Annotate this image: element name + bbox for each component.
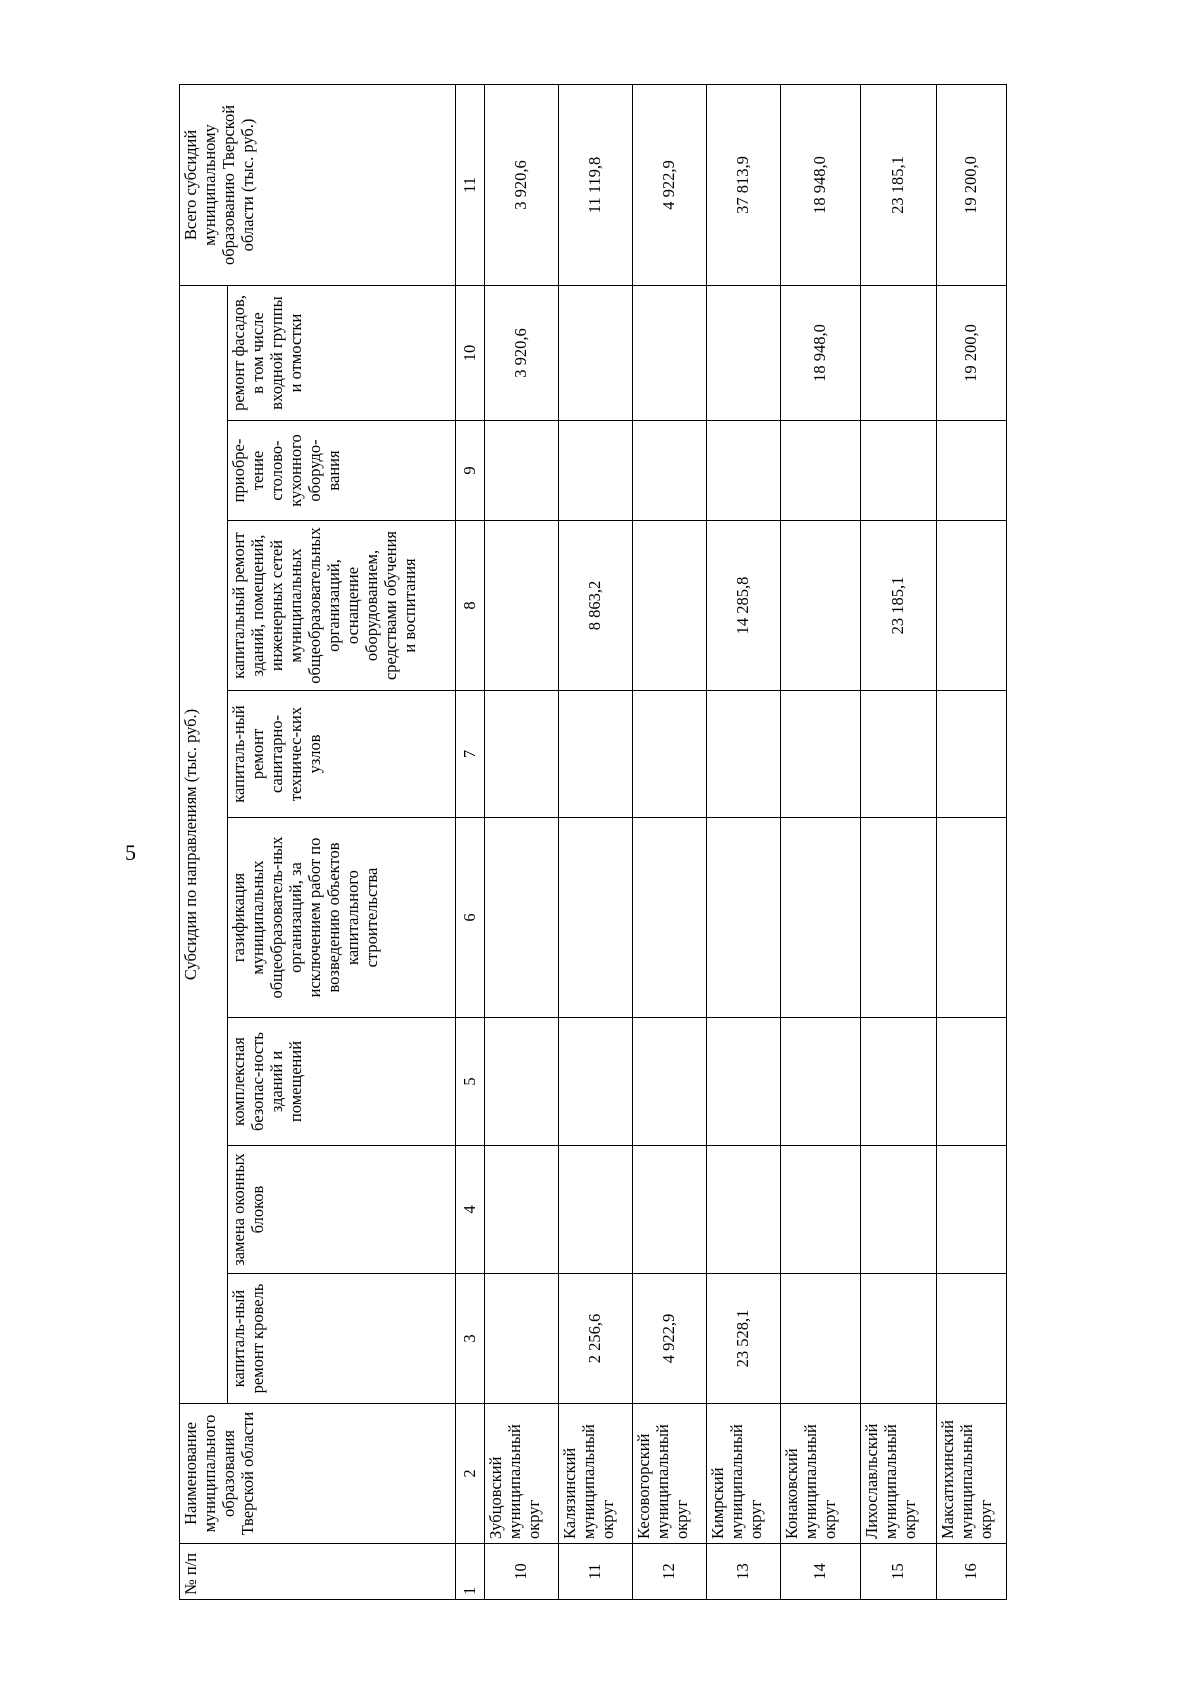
cell-c6 xyxy=(781,818,861,1018)
cell-c8 xyxy=(633,521,707,691)
cell-c7 xyxy=(485,691,559,818)
row-name: Зубцовский муниципальный округ xyxy=(485,1404,559,1544)
cell-c5 xyxy=(937,1018,1007,1146)
row-name: Калязинский муниципальный округ xyxy=(559,1404,633,1544)
cell-c8 xyxy=(937,521,1007,691)
cell-c5 xyxy=(707,1018,781,1146)
table-row xyxy=(485,84,559,1599)
cell-c8: 23 185,1 xyxy=(861,521,937,691)
cell-c10 xyxy=(559,285,633,420)
row-num: 14 xyxy=(781,1544,861,1600)
cell-c3 xyxy=(781,1274,861,1404)
table-row xyxy=(707,84,781,1599)
cell-c5 xyxy=(559,1018,633,1146)
page-number: 5 xyxy=(125,840,136,865)
cell-c7 xyxy=(633,691,707,818)
cell-c9 xyxy=(633,421,707,521)
cell-c9 xyxy=(781,421,861,521)
cell-c3: 2 256,6 xyxy=(559,1274,633,1404)
row-total: 19 200,0 xyxy=(937,84,1007,285)
cell-c5 xyxy=(781,1018,861,1146)
column-number: 11 xyxy=(456,84,485,285)
cell-c6 xyxy=(485,818,559,1018)
table-row xyxy=(861,84,937,1599)
row-total: 23 185,1 xyxy=(861,84,937,285)
cell-c6 xyxy=(559,818,633,1018)
column-number: 9 xyxy=(456,421,485,521)
cell-c8: 8 863,2 xyxy=(559,521,633,691)
header-sub-7: капиталь-ный ремонт санитарно-техничес-ких узлов xyxy=(228,691,456,818)
cell-c10: 18 948,0 xyxy=(781,285,861,420)
cell-c9 xyxy=(559,421,633,521)
subsidies-table xyxy=(179,84,1007,1600)
column-number: 2 xyxy=(456,1404,485,1544)
cell-c7 xyxy=(861,691,937,818)
cell-c4 xyxy=(633,1146,707,1274)
header-num: № п/п xyxy=(180,1544,456,1600)
cell-c4 xyxy=(559,1146,633,1274)
row-num: 15 xyxy=(861,1544,937,1600)
header-sub-5: комплексная безопас-ность зданий и помещений xyxy=(228,1018,456,1146)
column-number: 10 xyxy=(456,285,485,420)
cell-c5 xyxy=(861,1018,937,1146)
cell-c8: 14 285,8 xyxy=(707,521,781,691)
cell-c8 xyxy=(781,521,861,691)
cell-c4 xyxy=(937,1146,1007,1274)
cell-c3 xyxy=(937,1274,1007,1404)
cell-c9 xyxy=(707,421,781,521)
row-total: 4 922,9 xyxy=(633,84,707,285)
cell-c10 xyxy=(861,285,937,420)
row-total: 37 813,9 xyxy=(707,84,781,285)
header-total: Всего субсидий муниципальному образованию Тверской области (тыс. руб.) xyxy=(180,84,456,285)
cell-c6 xyxy=(707,818,781,1018)
row-name: Конаковский муниципальный округ xyxy=(781,1404,861,1544)
cell-c3: 4 922,9 xyxy=(633,1274,707,1404)
cell-c7 xyxy=(559,691,633,818)
rotated-table-container xyxy=(179,85,1200,1600)
row-num: 12 xyxy=(633,1544,707,1600)
row-total: 3 920,6 xyxy=(485,84,559,285)
row-num: 10 xyxy=(485,1544,559,1600)
table-row xyxy=(559,84,633,1599)
cell-c8 xyxy=(485,521,559,691)
row-total: 11 119,8 xyxy=(559,84,633,285)
header-sub-3: капиталь-ный ремонт кровель xyxy=(228,1274,456,1404)
cell-c3 xyxy=(861,1274,937,1404)
cell-c9 xyxy=(485,421,559,521)
column-number: 6 xyxy=(456,818,485,1018)
cell-c4 xyxy=(861,1146,937,1274)
cell-c10: 3 920,6 xyxy=(485,285,559,420)
cell-c10: 19 200,0 xyxy=(937,285,1007,420)
column-number: 1 xyxy=(456,1544,485,1600)
cell-c5 xyxy=(633,1018,707,1146)
row-total: 18 948,0 xyxy=(781,84,861,285)
header-sub-6: газификация муниципальных общеобразователь-ных организаций, за исключением работ по возведению объектов капитального строительства xyxy=(228,818,456,1018)
cell-c3 xyxy=(485,1274,559,1404)
header-sub-9: приобре-тение столово-кухонного оборудо-вания xyxy=(228,421,456,521)
cell-c7 xyxy=(781,691,861,818)
column-number: 3 xyxy=(456,1274,485,1404)
cell-c4 xyxy=(781,1146,861,1274)
cell-c6 xyxy=(861,818,937,1018)
row-num: 11 xyxy=(559,1544,633,1600)
cell-c7 xyxy=(707,691,781,818)
cell-c7 xyxy=(937,691,1007,818)
header-name: Наименование муниципального образования Тверской области xyxy=(180,1404,456,1544)
cell-c5 xyxy=(485,1018,559,1146)
cell-c9 xyxy=(937,421,1007,521)
header-sub-4: замена оконных блоков xyxy=(228,1146,456,1274)
row-name: Лихославльский муниципальный округ xyxy=(861,1404,937,1544)
cell-c10 xyxy=(633,285,707,420)
table-row xyxy=(781,84,861,1599)
header-sub-8: капитальный ремонт зданий, помещений, инженерных сетей муниципальных общеобразовательных организаций, оснащение оборудованием, средствами обучения и воспитания xyxy=(228,521,456,691)
column-number: 8 xyxy=(456,521,485,691)
row-name: Максатихинский муниципальный округ xyxy=(937,1404,1007,1544)
table-body xyxy=(485,84,1007,1599)
table-row xyxy=(633,84,707,1599)
header-group: Субсидии по направлениям (тыс. руб.) xyxy=(180,285,228,1403)
row-num: 16 xyxy=(937,1544,1007,1600)
row-num: 13 xyxy=(707,1544,781,1600)
cell-c3: 23 528,1 xyxy=(707,1274,781,1404)
row-name: Кимрский муниципальный округ xyxy=(707,1404,781,1544)
table-row xyxy=(937,84,1007,1599)
cell-c4 xyxy=(707,1146,781,1274)
cell-c6 xyxy=(937,818,1007,1018)
column-number: 5 xyxy=(456,1018,485,1146)
row-name: Кесовогорский муниципальный округ xyxy=(633,1404,707,1544)
cell-c4 xyxy=(485,1146,559,1274)
cell-c6 xyxy=(633,818,707,1018)
column-number: 7 xyxy=(456,691,485,818)
cell-c9 xyxy=(861,421,937,521)
header-sub-10: ремонт фасадов, в том числе входной группы и отмостки xyxy=(228,285,456,420)
column-number: 4 xyxy=(456,1146,485,1274)
cell-c10 xyxy=(707,285,781,420)
